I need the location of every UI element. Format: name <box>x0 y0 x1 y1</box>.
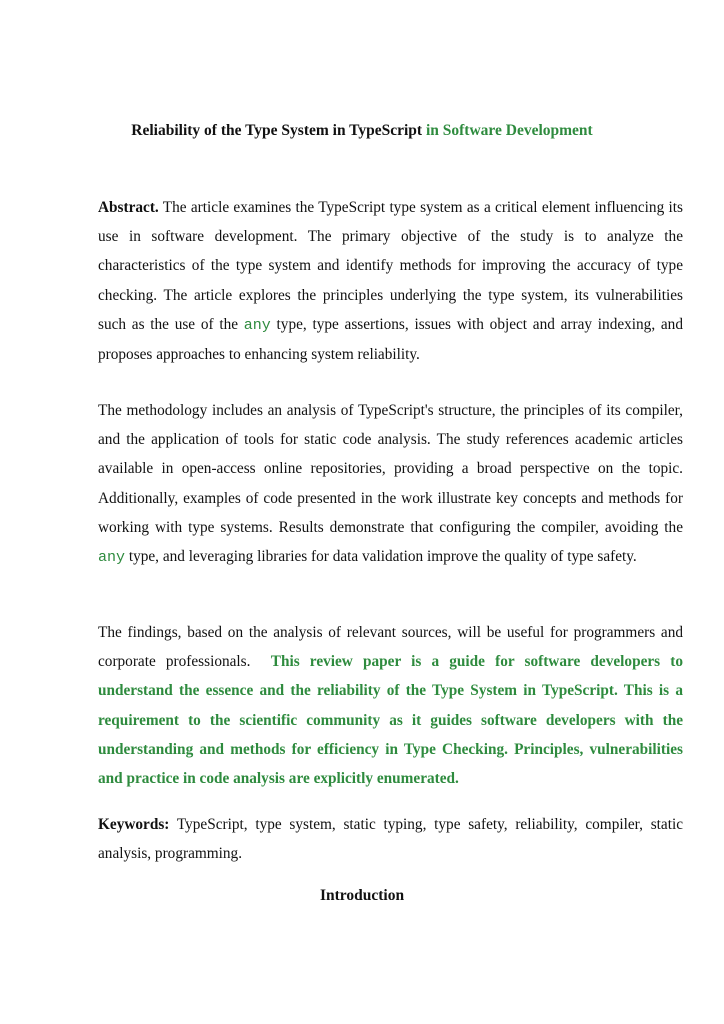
findings-paragraph <box>98 618 683 793</box>
keywords-paragraph <box>98 810 683 868</box>
title-main: Reliability of the Type System in TypeScript <box>131 122 423 139</box>
methodology-text-part2: type, and leveraging libraries for data validation improve the quality of type safety. <box>128 548 637 566</box>
findings-text: The findings, based on the analysis of relevant sources, will be useful for programmers and corporate professionals. <box>98 624 683 671</box>
abstract-text-part1: The article examines the TypeScript type system as a critical element influencing its use in software development. The primary objective of the study is to analyze the characteristics of the type system and identify methods for improving the accuracy of type checking. The article explores the principles underlying the type system, its vulnerabilities such as the use of the <box>98 199 683 333</box>
findings-highlight: This review paper is a guide for software developers to understand the essence and the reliability of the Type System in TypeScript. This is a requirement to the scientific community as it guides software developers with the understanding and methods for efficiency in Type Checking. Principles, vulnerabilities and practice in code analysis are explicitly enumerated. <box>98 653 683 788</box>
methodology-text-part1: The methodology includes an analysis of TypeScript's structure, the principles of its compiler, and the application of tools for static code analysis. The study references academic articles available in open-access online repositories, providing a broad perspective on the topic. Additionally, examples of code presented in the work illustrate key concepts and methods for working with type systems. Results demonstrate that configuring the compiler, avoiding the <box>98 402 683 536</box>
abstract-code-any: any <box>243 316 271 334</box>
paper-title <box>0 121 724 141</box>
abstract-paragraph <box>98 193 683 369</box>
abstract-text-part2: type, type assertions, issues with object and array indexing, and proposes approaches to enhancing system reliability. <box>98 315 683 364</box>
keywords-label: Keywords: <box>98 816 170 833</box>
keywords-text: TypeScript, type system, static typing, type safety, reliability, compiler, static analysis, programming. <box>98 816 683 863</box>
title-highlight: in Software Development <box>425 122 593 139</box>
abstract-label: Abstract. <box>98 199 159 216</box>
methodology-paragraph <box>98 396 683 572</box>
section-heading-introduction: Introduction <box>319 887 405 904</box>
methodology-code-any: any <box>98 549 126 567</box>
